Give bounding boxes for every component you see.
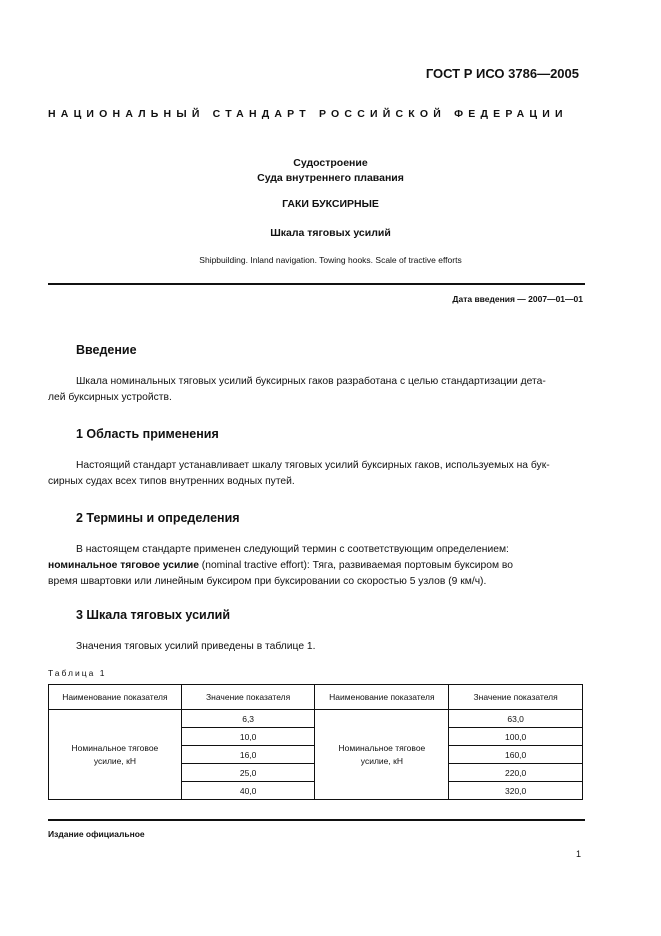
document-code: ГОСТ Р ИСО 3786—2005 [425, 66, 579, 81]
term-name: номинальное тяговое усилие [48, 560, 199, 571]
value-cell: 16,0 [181, 746, 315, 764]
value-cell: 220,0 [449, 764, 583, 782]
title-line-2: Суда внутреннего плавания [257, 172, 404, 184]
table-header-row [49, 685, 583, 710]
table-caption: Таблица 1 [48, 668, 107, 678]
value-cell: 25,0 [181, 764, 315, 782]
subtitle: Шкала тяговых усилий [270, 227, 391, 239]
main-title: ГАКИ БУКСИРНЫЕ [282, 198, 379, 210]
top-divider [48, 283, 585, 285]
table-header-cell: Значение показателя [181, 685, 315, 710]
standard-banner: НАЦИОНАЛЬНЫЙ СТАНДАРТ РОССИЙСКОЙ ФЕДЕРАЦИИ [48, 108, 568, 120]
section-heading-scale: 3 Шкала тяговых усилий [76, 608, 231, 622]
term-definition: (nominal tractive effort): Тяга, развиваемая портовым буксиром во [198, 560, 513, 571]
paragraph-intro-line1: Шкала номинальных тяговых усилий буксирных гаков разработана с целью стандартизации дета- [76, 376, 546, 387]
value-cell: 320,0 [449, 782, 583, 800]
paragraph-scope-line1: Настоящий стандарт устанавливает шкалу тяговых усилий буксирных гаков, используемых на бук- [76, 460, 550, 471]
parameter-name-cell: Номинальное тяговое усилие, кН [315, 710, 449, 800]
section-heading-intro: Введение [76, 343, 137, 357]
table-row [49, 710, 583, 728]
section-heading-scope: 1 Область применения [76, 427, 219, 441]
value-cell: 40,0 [181, 782, 315, 800]
table-header-cell: Наименование показателя [49, 685, 182, 710]
paragraph-scale-line1: Значения тяговых усилий приведены в таблице 1. [76, 641, 316, 652]
title-line-1: Судостроение [293, 157, 368, 169]
table-header-cell: Значение показателя [449, 685, 583, 710]
english-title: Shipbuilding. Inland navigation. Towing hooks. Scale of tractive efforts [199, 255, 462, 265]
paragraph-terms-line3: время швартовки или линейным буксиром при буксировании со скоростью 5 узлов (9 км/ч). [48, 576, 487, 587]
paragraph-terms-line2 [48, 558, 584, 574]
value-cell: 6,3 [181, 710, 315, 728]
value-cell: 100,0 [449, 728, 583, 746]
paragraph-terms-line1: В настоящем стандарте применен следующий термин с соответствующим определением: [76, 544, 509, 555]
page-number: 1 [575, 849, 581, 859]
value-cell: 10,0 [181, 728, 315, 746]
table-header-cell: Наименование показателя [315, 685, 449, 710]
value-cell: 160,0 [449, 746, 583, 764]
section-heading-terms: 2 Термины и определения [76, 511, 240, 525]
paragraph-intro-line2: лей буксирных устройств. [48, 392, 172, 403]
tractive-effort-table [48, 684, 583, 800]
edition-label: Издание официальное [48, 829, 145, 839]
paragraph-scope-line2: сирных судах всех типов внутренних водных путей. [48, 476, 295, 487]
value-cell: 63,0 [449, 710, 583, 728]
parameter-name-cell: Номинальное тяговое усилие, кН [49, 710, 182, 800]
bottom-divider [48, 819, 585, 821]
introduction-date: Дата введения — 2007—01—01 [452, 294, 583, 304]
